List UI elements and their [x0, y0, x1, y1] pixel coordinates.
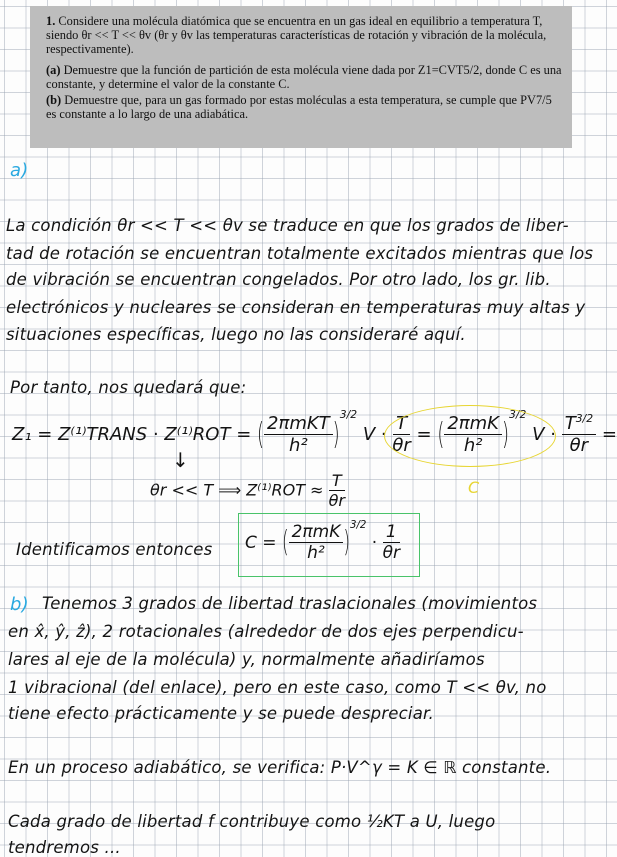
problem-statement: [30, 6, 572, 148]
fraction-t-thetar: $\frac{T}{\theta r}$: [392, 412, 411, 456]
b-line-1: Tenemos 3 grados de libertad traslacionales (movimientos: [42, 594, 538, 613]
fraction-2pimkt-h2: $\frac{\text{2πmKT}}{\text{h²}}$: [264, 414, 333, 456]
down-arrow: ↓: [172, 448, 189, 472]
b-line-3: lares al eje de la molécula) y, normalmente añadiríamos: [8, 650, 485, 669]
a-line-1: La condición θr << T << θv se traduce en que los grados de liber-: [6, 216, 569, 235]
adiabatic-line: En un proceso adiabático, se verifica: P·V^γ = K ∈ ℝ constante.: [8, 758, 552, 777]
b-line-4: 1 vibracional (del enlace), pero en este caso, como T << θv, no: [8, 678, 547, 697]
identificamos-line: Identificamos entonces: [16, 540, 213, 559]
b-line-5: tiene efecto prácticamente y se puede despreciar.: [8, 704, 434, 723]
z-rot: Z⁽¹⁾ROT: [164, 424, 231, 445]
a-line-3: de vibración se encuentran congelados. Por otro lado, los gr. lib.: [6, 270, 551, 289]
part-b-label: b): [10, 594, 29, 615]
por-tanto-line: Por tanto, nos quedará que:: [10, 378, 247, 397]
tendremos-line: tendremos ...: [8, 838, 121, 857]
problem-part-a: (a) Demuestre que la función de partición de esta molécula viene dada por Z1=CVT5/2, donde C es una constante, y determine el valor de la constante C.: [46, 62, 562, 91]
highlight-c-circle: [384, 405, 556, 467]
z1-symbol: Z₁: [12, 424, 32, 445]
main-equation: Z₁ = Z⁽¹⁾TRANS · Z⁽¹⁾ROT = ( $\frac{\text{2πmKT}}{\text{h²}}$ )$^{3/2}$ V · $\frac{T}{\theta r}$ = ( $\frac{\text{2πmK}}{\text{h²}}$ )$^{3/2}$ V · $\frac{T^{3/2}}{\theta r}$ =: [12, 408, 617, 457]
cada-grado-line: Cada grado de libertad f contribuye como ½KT a U, luego: [8, 812, 496, 831]
a-line-5: situaciones específicas, luego no las consideraré aquí.: [6, 325, 466, 344]
part-a-label: a): [10, 160, 29, 181]
a-line-2: tad de rotación se encuentran totalmente excitados mientras que los: [6, 244, 594, 263]
b-line-2: en x̂, ŷ, ẑ), 2 rotacionales (alrededor de dos ejes perpendicu-: [8, 622, 524, 641]
z-trans: Z⁽¹⁾TRANS: [58, 424, 148, 445]
c-mark: C: [468, 478, 480, 497]
fraction-t32-thetar: $\frac{T^{3/2}}{\theta r}$: [562, 413, 596, 456]
fraction-2pimk-h2: $\frac{\text{2πmK}}{\text{h²}}$: [444, 414, 502, 456]
problem-intro: 1. Considere una molécula diatómica que se encuentra en un gas ideal en equilibrio a temperatura T, siendo θr << T << θv (θr y θv las temperaturas características de rotación y vibración de la molécula, respectivamente).: [46, 14, 547, 57]
a-line-4: electrónicos y nucleares se consideran en temperaturas muy altas y: [6, 298, 586, 317]
c-result-equation: C = ( $\frac{\text{2πmK}}{\text{h²}}$ )$^{3/2}$ · $\frac{1}{\theta r}$: [245, 520, 400, 563]
rot-approximation: θr << T ⟹ Z⁽¹⁾ROT ≈ $\frac{T}{\theta r}$: [150, 471, 345, 510]
problem-part-b: (b) Demuestre que, para un gas formado por estas moléculas a esta temperatura, se cumple que PV7/5 es constante a lo largo de una adiabática.: [46, 93, 552, 122]
